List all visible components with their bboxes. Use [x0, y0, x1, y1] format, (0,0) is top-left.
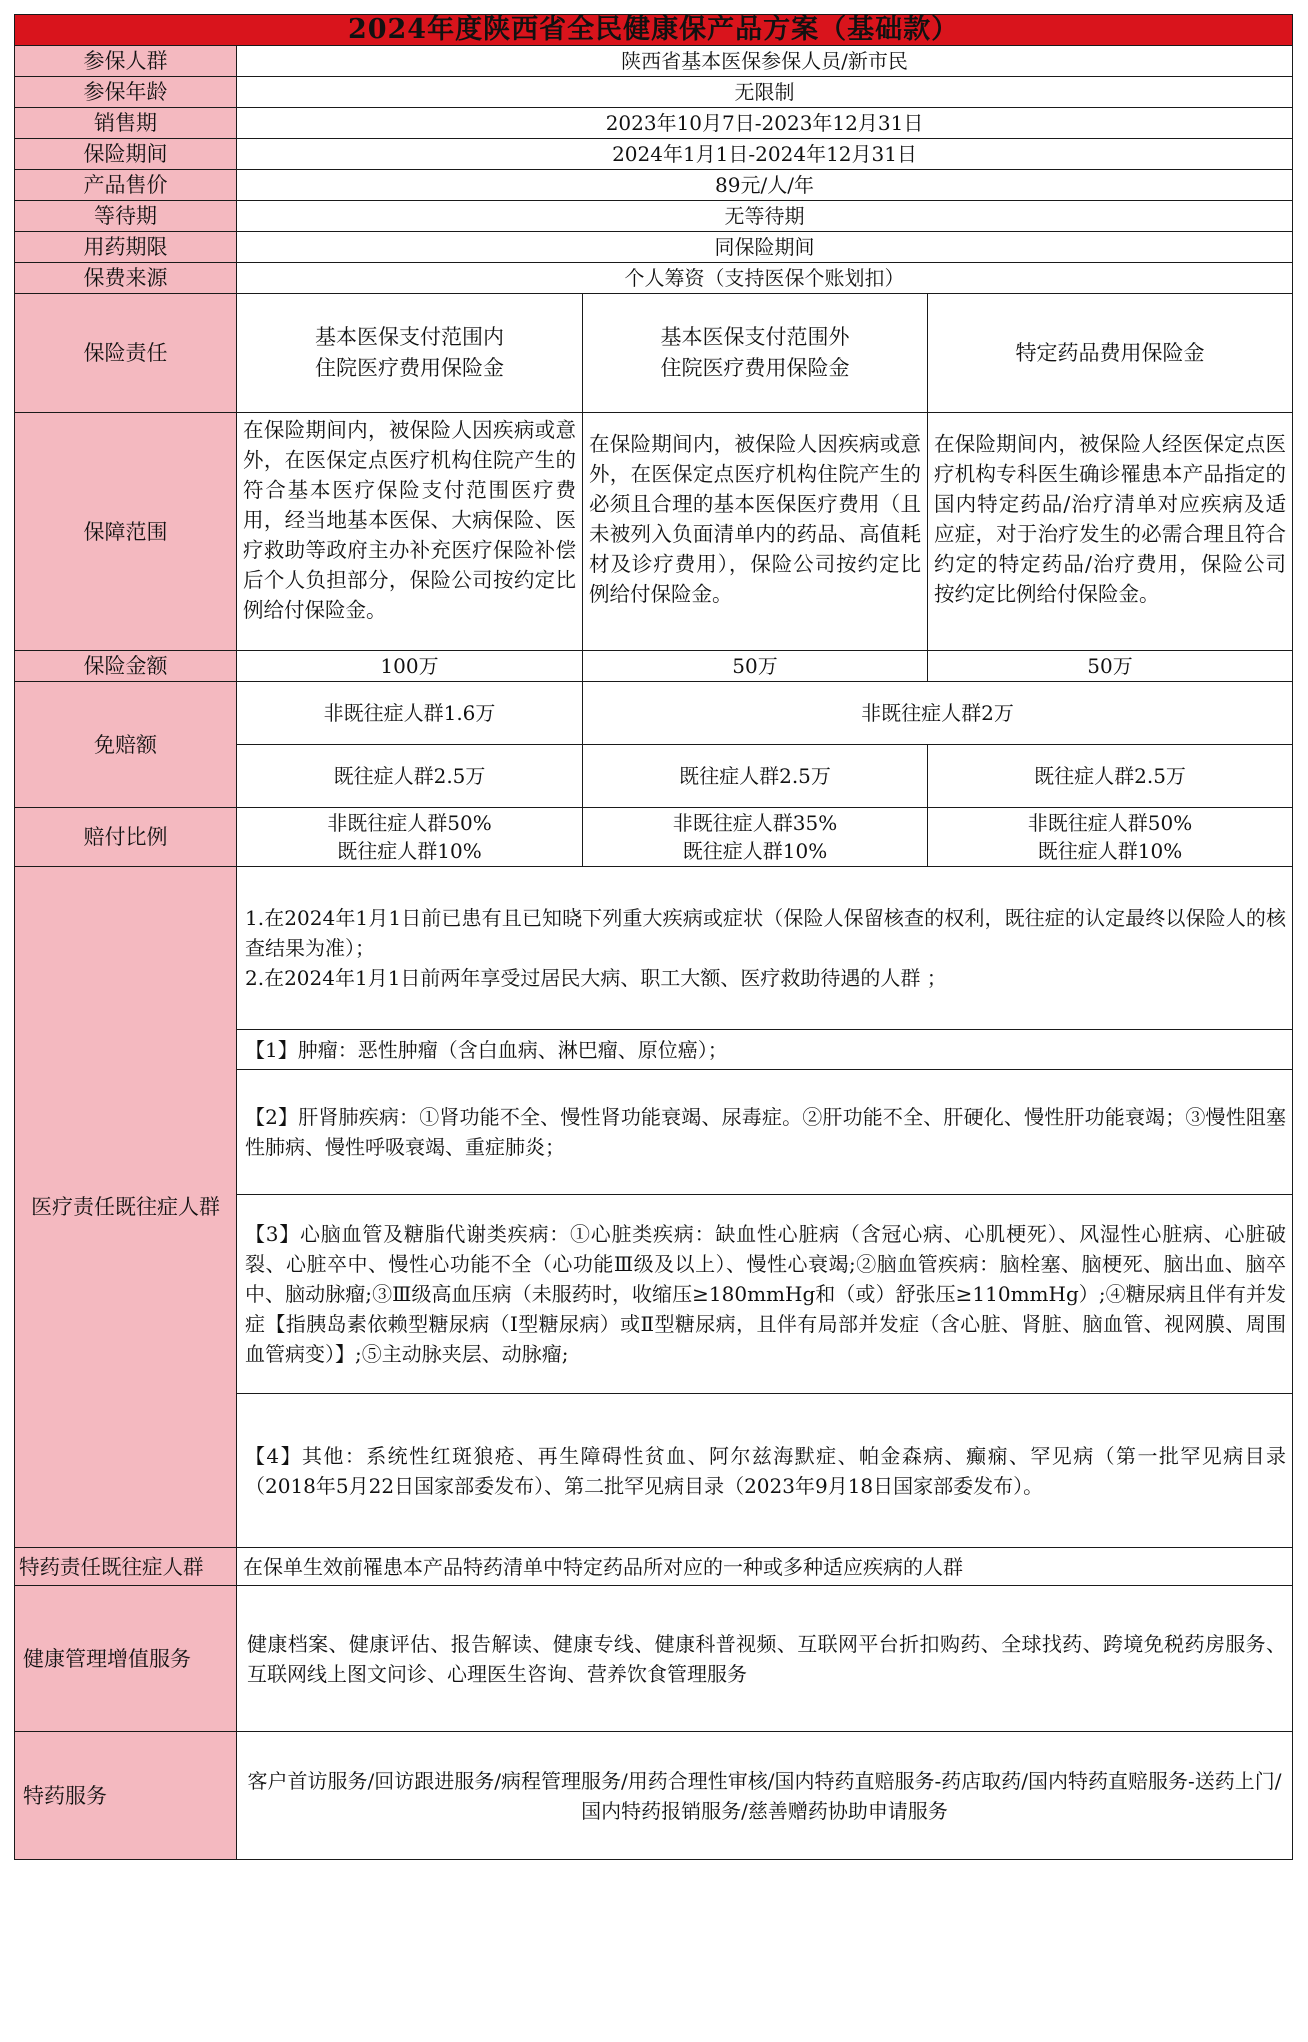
row-label: 保险金额 — [15, 651, 237, 682]
preexisting-intro — [237, 867, 1293, 1030]
deductible-value: 既往症人群2.5万 — [928, 745, 1293, 808]
amount-value: 100万 — [237, 651, 583, 682]
coverage-cell: 在保险期间内，被保险人因疾病或意外，在医保定点医疗机构住院产生的必须且合理的基本医保医疗费用（且未被列入负面清单内的药品、高值耗材及诊疗费用），保险公司按约定比例给付保险金。 — [583, 413, 928, 651]
info-row — [15, 77, 1293, 108]
drug-services-row — [15, 1732, 1293, 1860]
row-label: 健康管理增值服务 — [15, 1586, 237, 1732]
responsibility-cell — [928, 294, 1293, 413]
deductible-value: 非既往症人群1.6万 — [237, 682, 583, 745]
coverage-cell: 在保险期间内，被保险人经医保定点医疗机构专科医生确诊罹患本产品指定的国内特定药品/治疗清单对应疾病及适应症，对于治疗发生的必需合理且符合约定的特定药品/治疗费用，保险公司按约定比例给付保险金。 — [928, 413, 1293, 651]
ratio-cell — [928, 808, 1293, 867]
row-label: 参保年龄 — [15, 77, 237, 108]
row-value: 陕西省基本医保参保人员/新市民 — [237, 46, 1293, 77]
row-label: 销售期 — [15, 108, 237, 139]
info-row — [15, 232, 1293, 263]
row-label: 参保人群 — [15, 46, 237, 77]
info-row — [15, 201, 1293, 232]
row-value: 健康档案、健康评估、报告解读、健康专线、健康科普视频、互联网平台折扣购药、全球找药、跨境免税药房服务、互联网线上图文问诊、心理医生咨询、营养饮食管理服务 — [237, 1586, 1293, 1732]
info-row — [15, 46, 1293, 77]
amount-value: 50万 — [928, 651, 1293, 682]
row-label: 用药期限 — [15, 232, 237, 263]
product-plan-table — [14, 14, 1293, 1860]
deductible-value: 既往症人群2.5万 — [583, 745, 928, 808]
responsibility-cell — [237, 294, 583, 413]
row-value: 同保险期间 — [237, 232, 1293, 263]
row-label: 产品售价 — [15, 170, 237, 201]
deductible-value: 既往症人群2.5万 — [237, 745, 583, 808]
preexisting-row — [15, 867, 1293, 1030]
preexisting-item: 【2】肝肾肺疾病：①肾功能不全、慢性肾功能衰竭、尿毒症。②肝功能不全、肝硬化、慢性肝功能衰竭；③慢性阻塞性肺病、慢性呼吸衰竭、重症肺炎； — [237, 1070, 1293, 1195]
preexisting-item: 【1】肿瘤：恶性肿瘤（含白血病、淋巴瘤、原位癌）； — [237, 1030, 1293, 1070]
preexisting-intro-1: 1.在2024年1月1日前已患有且已知晓下列重大疾病或症状（保险人保留核查的权利，既往症的认定最终以保险人的核查结果为准）； — [245, 906, 1287, 960]
row-label: 赔付比例 — [15, 808, 237, 867]
responsibility-line: 住院医疗费用保险金 — [315, 356, 504, 380]
row-label: 保障范围 — [15, 413, 237, 651]
ratio-row — [15, 808, 1293, 867]
row-value: 2023年10月7日-2023年12月31日 — [237, 108, 1293, 139]
info-row — [15, 108, 1293, 139]
deductible-row — [15, 682, 1293, 745]
row-value: 个人筹资（支持医保个账划扣） — [237, 263, 1293, 294]
row-value: 2024年1月1日-2024年12月31日 — [237, 139, 1293, 170]
row-label: 保险期间 — [15, 139, 237, 170]
ratio-line: 非既往症人群35% — [672, 811, 838, 835]
row-value: 客户首访服务/回访跟进服务/病程管理服务/用药合理性审核/国内特药直赔服务-药店取药/国内特药直赔服务-送药上门/国内特药报销服务/慈善赠药协助申请服务 — [237, 1732, 1293, 1860]
row-label: 医疗责任既往症人群 — [15, 867, 237, 1548]
responsibility-line: 住院医疗费用保险金 — [660, 356, 850, 380]
product-plan-sheet — [14, 14, 1292, 2028]
preexisting-item: 【4】其他：系统性红斑狼疮、再生障碍性贫血、阿尔兹海默症、帕金森病、癫痫、罕见病（第一批罕见病目录（2018年5月22日国家部委发布）、第二批罕见病目录（2023年9月18日国家部委发布）。 — [237, 1394, 1293, 1548]
ratio-line: 既往症人群10% — [337, 839, 482, 863]
row-label: 保费来源 — [15, 263, 237, 294]
coverage-row — [15, 413, 1293, 651]
ratio-cell — [237, 808, 583, 867]
responsibility-line: 基本医保支付范围外 — [660, 325, 850, 349]
responsibility-cell — [583, 294, 928, 413]
ratio-cell — [583, 808, 928, 867]
responsibility-row — [15, 294, 1293, 413]
drug-preexisting-row — [15, 1548, 1293, 1586]
row-label: 免赔额 — [15, 682, 237, 808]
page-title: 2024年度陕西省全民健康保产品方案（基础款） — [15, 15, 1293, 46]
preexisting-intro-2: 2.在2024年1月1日前两年享受过居民大病、职工大额、医疗救助待遇的人群 ； — [245, 966, 947, 990]
info-row — [15, 263, 1293, 294]
ratio-line: 既往症人群10% — [1037, 839, 1183, 863]
row-label: 特药责任既往症人群 — [15, 1548, 237, 1586]
row-label: 等待期 — [15, 201, 237, 232]
deductible-value: 非既往症人群2万 — [583, 682, 1293, 745]
row-value: 在保单生效前罹患本产品特药清单中特定药品所对应的一种或多种适应疾病的人群 — [237, 1548, 1293, 1586]
row-label: 特药服务 — [15, 1732, 237, 1860]
health-services-row — [15, 1586, 1293, 1732]
row-label: 保险责任 — [15, 294, 237, 413]
info-row — [15, 139, 1293, 170]
ratio-line: 非既往症人群50% — [327, 811, 492, 835]
coverage-cell: 在保险期间内，被保险人因疾病或意外，在医保定点医疗机构住院产生的符合基本医疗保险支付范围医疗费用，经当地基本医保、大病保险、医疗救助等政府主办补充医疗保险补偿后个人负担部分，保险公司按约定比例给付保险金。 — [237, 413, 583, 651]
row-value: 无等待期 — [237, 201, 1293, 232]
row-value: 89元/人/年 — [237, 170, 1293, 201]
amount-row — [15, 651, 1293, 682]
responsibility-line: 特定药品费用保险金 — [1015, 340, 1205, 365]
preexisting-item: 【3】心脑血管及糖脂代谢类疾病：①心脏类疾病：缺血性心脏病（含冠心病、心肌梗死）、风湿性心脏病、心脏破裂、心脏卒中、慢性心功能不全（心功能Ⅲ级及以上）、慢性心衰竭;②脑血管疾病：脑栓塞、脑梗死、脑出血、脑卒中、脑动脉瘤;③Ⅲ级高血压病（未服药时，收缩压≥180mmHg和（或）舒张压≥110mmHg）;④糖尿病且伴有并发症【指胰岛素依赖型糖尿病（Ⅰ型糖尿病）或Ⅱ型糖尿病，且伴有局部并发症（含心脏、肾脏、脑血管、视网膜、周围血管病变）】;⑤主动脉夹层、动脉瘤; — [237, 1195, 1293, 1394]
amount-value: 50万 — [583, 651, 928, 682]
responsibility-line: 基本医保支付范围内 — [315, 325, 504, 349]
row-value: 无限制 — [237, 77, 1293, 108]
ratio-line: 非既往症人群50% — [1027, 811, 1193, 835]
ratio-line: 既往症人群10% — [682, 839, 828, 863]
info-row — [15, 170, 1293, 201]
